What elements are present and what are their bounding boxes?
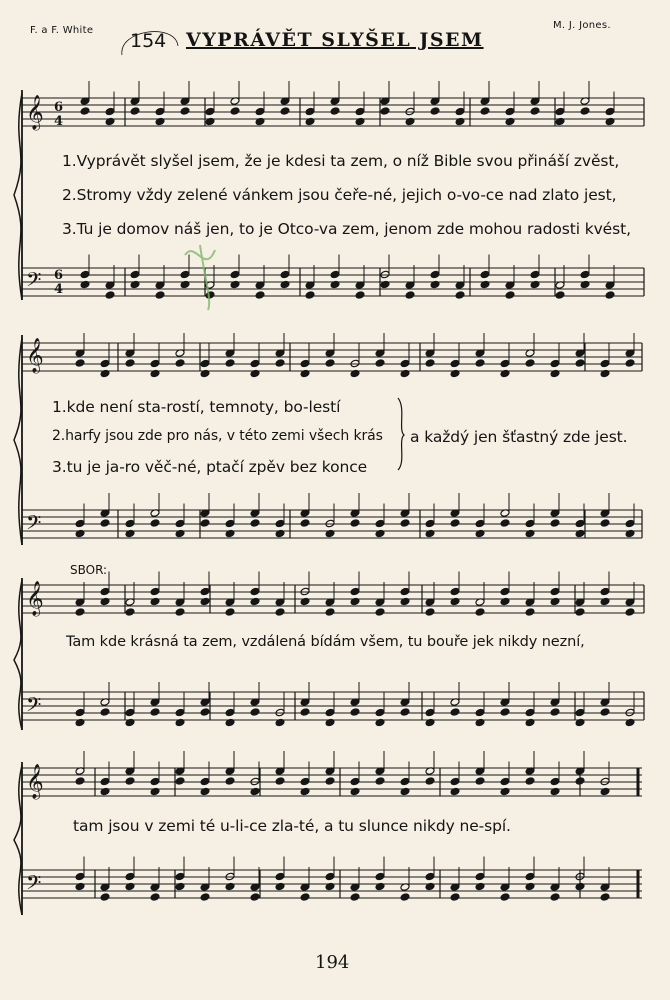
note-head (75, 777, 85, 786)
note-head (225, 872, 235, 881)
note-head (625, 718, 635, 727)
note-head (175, 872, 185, 881)
note-head (600, 787, 610, 796)
note-head (200, 708, 210, 717)
note-head (450, 369, 460, 378)
note-head (300, 708, 310, 717)
note-head (525, 718, 535, 727)
verse-3-line: 3.tu je ja-ro věč-né, ptačí zpěv bez konce (52, 458, 368, 476)
note-head (325, 359, 335, 368)
note-head (475, 529, 485, 538)
note-head (550, 597, 560, 606)
chorus-label: SBOR: (70, 563, 108, 577)
note-head (75, 718, 85, 727)
note-head (175, 608, 185, 617)
note-head (475, 872, 485, 881)
treble-clef-icon: 𝄞 (26, 764, 44, 799)
chorus-line-2: tam jsou v zemi té u-li-ce zla-té, a tu slunce nikdy ne-spí. (73, 817, 511, 835)
note-head (200, 597, 210, 606)
note-head (375, 519, 385, 528)
note-head (505, 107, 515, 116)
note-head (600, 369, 610, 378)
note-head (105, 117, 115, 126)
note-head (100, 893, 110, 902)
note-head (150, 597, 160, 606)
note-head (605, 107, 615, 116)
note-head (75, 882, 85, 891)
verse-2-line: 2.harfy jsou zde pro nás, v této zemi všech krás (52, 428, 383, 444)
note-head (405, 117, 415, 126)
note-head (405, 291, 415, 300)
note-head (550, 369, 560, 378)
note-head (580, 107, 590, 116)
note-head (425, 529, 435, 538)
note-head (525, 872, 535, 881)
note-head (150, 708, 160, 717)
note-head (525, 777, 535, 786)
note-head (500, 777, 510, 786)
note-head (375, 882, 385, 891)
note-head (425, 519, 435, 528)
note-head (100, 587, 110, 596)
composer-credit: M. J. Jones. (553, 20, 611, 31)
verse-1-line: 1.kde není sta-rostí, temnoty, bo-lestí (52, 398, 341, 416)
note-head (605, 117, 615, 126)
note-head (500, 369, 510, 378)
note-head (450, 777, 460, 786)
note-head (625, 359, 635, 368)
note-head (355, 117, 365, 126)
note-head (325, 718, 335, 727)
bass-clef-icon: 𝄢 (26, 511, 42, 539)
note-head (325, 708, 335, 717)
svg-text:6: 6 (54, 100, 64, 115)
note-head (175, 718, 185, 727)
note-head (75, 872, 85, 881)
note-head (225, 608, 235, 617)
note-head (105, 107, 115, 116)
note-head (425, 359, 435, 368)
note-head (400, 519, 410, 528)
note-head (350, 369, 360, 378)
note-head (530, 280, 540, 289)
note-head (400, 787, 410, 796)
note-head (600, 587, 610, 596)
note-head (250, 359, 260, 368)
note-head (275, 608, 285, 617)
note-head (250, 587, 260, 596)
note-head (100, 597, 110, 606)
note-head (575, 529, 585, 538)
note-head (105, 291, 115, 300)
note-head (230, 270, 240, 279)
note-head (525, 359, 535, 368)
note-head (275, 882, 285, 891)
note-head (250, 787, 260, 796)
note-head (300, 787, 310, 796)
note-head (375, 777, 385, 786)
svg-text:6: 6 (54, 268, 64, 283)
verse-shared-ending: a každý jen šťastný zde jest. (410, 428, 628, 446)
note-head (350, 787, 360, 796)
note-head (625, 529, 635, 538)
treble-clef-icon: 𝄞 (26, 581, 44, 616)
note-head (100, 708, 110, 717)
note-head (255, 107, 265, 116)
note-head (300, 597, 310, 606)
note-head (275, 529, 285, 538)
lyricist-credit: F. a F. White (30, 25, 94, 36)
note-head (300, 369, 310, 378)
note-head (75, 608, 85, 617)
note-head (380, 280, 390, 289)
note-head (525, 708, 535, 717)
note-head (125, 519, 135, 528)
note-head (250, 708, 260, 717)
verse-3-line: 3.Tu je domov náš jen, to je Otco-va zem, jenom zde mohou radosti kvést, (62, 220, 631, 238)
note-head (300, 519, 310, 528)
note-head (200, 893, 210, 902)
note-head (250, 597, 260, 606)
note-head (280, 107, 290, 116)
note-head (175, 359, 185, 368)
note-head (155, 117, 165, 126)
note-head (225, 708, 235, 717)
note-head (575, 777, 585, 786)
note-head (405, 107, 415, 116)
note-head (375, 608, 385, 617)
note-head (425, 882, 435, 891)
note-head (275, 718, 285, 727)
note-head (380, 270, 390, 279)
note-head (600, 708, 610, 717)
note-head (425, 718, 435, 727)
note-head (475, 708, 485, 717)
note-head (350, 359, 360, 368)
note-head (575, 608, 585, 617)
note-head (305, 117, 315, 126)
note-head (500, 893, 510, 902)
note-head (575, 519, 585, 528)
verse-1-line: 1.Vyprávět slyšel jsem, že je kdesi ta zem, o níž Bible svou přináší zvěst, (62, 152, 620, 170)
note-head (125, 872, 135, 881)
note-head (355, 291, 365, 300)
note-head (550, 519, 560, 528)
note-head (475, 718, 485, 727)
note-head (475, 359, 485, 368)
treble-clef-icon: 𝄞 (26, 338, 44, 373)
note-head (505, 291, 515, 300)
note-head (600, 597, 610, 606)
note-head (550, 587, 560, 596)
note-head (325, 529, 335, 538)
bass-clef-icon: 𝄢 (26, 871, 42, 899)
svg-text:4: 4 (54, 114, 64, 129)
note-head (325, 777, 335, 786)
note-head (400, 587, 410, 596)
note-head (400, 708, 410, 717)
note-head (150, 587, 160, 596)
note-head (205, 117, 215, 126)
note-head (100, 519, 110, 528)
note-head (525, 519, 535, 528)
note-head (480, 270, 490, 279)
note-head (450, 893, 460, 902)
note-head (150, 787, 160, 796)
note-head (125, 882, 135, 891)
note-head (330, 280, 340, 289)
note-head (225, 359, 235, 368)
note-head (150, 369, 160, 378)
note-head (200, 519, 210, 528)
note-head (125, 708, 135, 717)
note-head (550, 708, 560, 717)
bass-clef-icon: 𝄢 (26, 268, 42, 296)
note-head (375, 359, 385, 368)
note-head (75, 519, 85, 528)
note-head (225, 718, 235, 727)
note-head (455, 291, 465, 300)
note-head (100, 369, 110, 378)
note-head (250, 519, 260, 528)
note-head (525, 882, 535, 891)
note-head (250, 777, 260, 786)
note-head (450, 359, 460, 368)
note-head (150, 893, 160, 902)
note-head (350, 519, 360, 528)
note-head (275, 872, 285, 881)
note-head (130, 270, 140, 279)
note-head (350, 708, 360, 717)
note-head (625, 519, 635, 528)
note-head (330, 107, 340, 116)
note-head (625, 708, 635, 717)
note-head (150, 777, 160, 786)
note-head (605, 291, 615, 300)
note-head (400, 893, 410, 902)
note-head (200, 787, 210, 796)
note-head (175, 529, 185, 538)
verse-2-line: 2.Stromy vždy zelené vánkem jsou čeře-né, jejich o-vo-ce nad zlato jest, (62, 186, 617, 204)
note-head (400, 597, 410, 606)
note-head (175, 882, 185, 891)
note-head (305, 291, 315, 300)
note-head (525, 529, 535, 538)
note-head (375, 718, 385, 727)
note-head (125, 359, 135, 368)
note-head (400, 359, 410, 368)
note-head (550, 359, 560, 368)
note-head (130, 280, 140, 289)
note-head (475, 882, 485, 891)
note-head (550, 893, 560, 902)
note-head (305, 107, 315, 116)
note-head (530, 107, 540, 116)
note-head (505, 117, 515, 126)
note-head (580, 280, 590, 289)
note-head (600, 519, 610, 528)
note-head (180, 270, 190, 279)
chorus-line-1: Tam kde krásná ta zem, vzdálená bídám všem, tu bouře jek nikdy nezní, (66, 634, 585, 650)
note-head (450, 597, 460, 606)
note-head (550, 777, 560, 786)
bass-clef-icon: 𝄢 (26, 693, 42, 721)
note-head (450, 787, 460, 796)
hymn-number: 154 (130, 30, 167, 52)
note-head (200, 777, 210, 786)
note-head (480, 280, 490, 289)
note-head (205, 107, 215, 116)
note-head (250, 893, 260, 902)
note-head (625, 608, 635, 617)
note-head (225, 882, 235, 891)
note-head (355, 107, 365, 116)
note-head (500, 708, 510, 717)
svg-text:4: 4 (54, 282, 64, 297)
note-head (150, 519, 160, 528)
note-head (155, 291, 165, 300)
note-head (230, 107, 240, 116)
note-head (330, 270, 340, 279)
note-head (80, 270, 90, 279)
note-head (325, 872, 335, 881)
note-head (425, 777, 435, 786)
note-head (180, 280, 190, 289)
note-head (575, 708, 585, 717)
note-head (175, 708, 185, 717)
note-head (175, 777, 185, 786)
note-head (350, 777, 360, 786)
note-head (130, 107, 140, 116)
note-head (80, 107, 90, 116)
note-head (325, 519, 335, 528)
note-head (400, 369, 410, 378)
note-head (500, 359, 510, 368)
note-head (325, 608, 335, 617)
note-head (525, 608, 535, 617)
note-head (275, 359, 285, 368)
note-head (150, 359, 160, 368)
note-head (180, 107, 190, 116)
note-head (450, 519, 460, 528)
note-head (250, 369, 260, 378)
note-head (175, 519, 185, 528)
note-head (100, 787, 110, 796)
note-head (75, 529, 85, 538)
note-head (205, 291, 215, 300)
note-head (255, 291, 265, 300)
note-head (275, 708, 285, 717)
note-head (575, 718, 585, 727)
note-head (430, 107, 440, 116)
note-head (80, 280, 90, 289)
note-head (100, 359, 110, 368)
note-head (230, 280, 240, 289)
note-head (600, 893, 610, 902)
note-head (300, 893, 310, 902)
note-head (450, 708, 460, 717)
page-number: 194 (315, 952, 350, 973)
note-head (455, 107, 465, 116)
note-head (530, 270, 540, 279)
note-head (100, 777, 110, 786)
note-head (500, 787, 510, 796)
note-head (475, 519, 485, 528)
note-head (125, 529, 135, 538)
note-head (500, 597, 510, 606)
note-head (475, 608, 485, 617)
note-head (375, 529, 385, 538)
note-head (300, 359, 310, 368)
note-head (575, 882, 585, 891)
note-head (225, 519, 235, 528)
note-head (600, 359, 610, 368)
note-head (200, 359, 210, 368)
note-head (380, 107, 390, 116)
note-head (125, 718, 135, 727)
note-head (155, 107, 165, 116)
note-head (500, 587, 510, 596)
note-head (300, 777, 310, 786)
note-head (350, 587, 360, 596)
note-head (125, 608, 135, 617)
note-head (200, 587, 210, 596)
note-head (450, 587, 460, 596)
note-head (430, 270, 440, 279)
note-head (400, 777, 410, 786)
note-head (475, 777, 485, 786)
note-head (430, 280, 440, 289)
note-head (425, 608, 435, 617)
note-head (225, 777, 235, 786)
note-head (500, 519, 510, 528)
note-head (480, 107, 490, 116)
note-head (125, 777, 135, 786)
note-head (75, 708, 85, 717)
note-head (200, 369, 210, 378)
note-head (575, 359, 585, 368)
hymn-title: VYPRÁVĚT SLYŠEL JSEM (186, 29, 484, 51)
note-head (600, 777, 610, 786)
note-head (455, 117, 465, 126)
note-head (280, 270, 290, 279)
note-head (275, 519, 285, 528)
note-head (75, 359, 85, 368)
note-head (275, 777, 285, 786)
note-head (325, 882, 335, 891)
note-head (350, 893, 360, 902)
note-head (555, 117, 565, 126)
note-head (350, 597, 360, 606)
note-head (375, 708, 385, 717)
note-head (555, 107, 565, 116)
note-head (280, 280, 290, 289)
note-head (425, 872, 435, 881)
note-head (425, 708, 435, 717)
note-head (375, 872, 385, 881)
note-head (225, 529, 235, 538)
treble-clef-icon: 𝄞 (26, 95, 44, 130)
note-head (255, 117, 265, 126)
note-head (555, 291, 565, 300)
note-head (550, 787, 560, 796)
note-head (300, 587, 310, 596)
note-head (580, 270, 590, 279)
